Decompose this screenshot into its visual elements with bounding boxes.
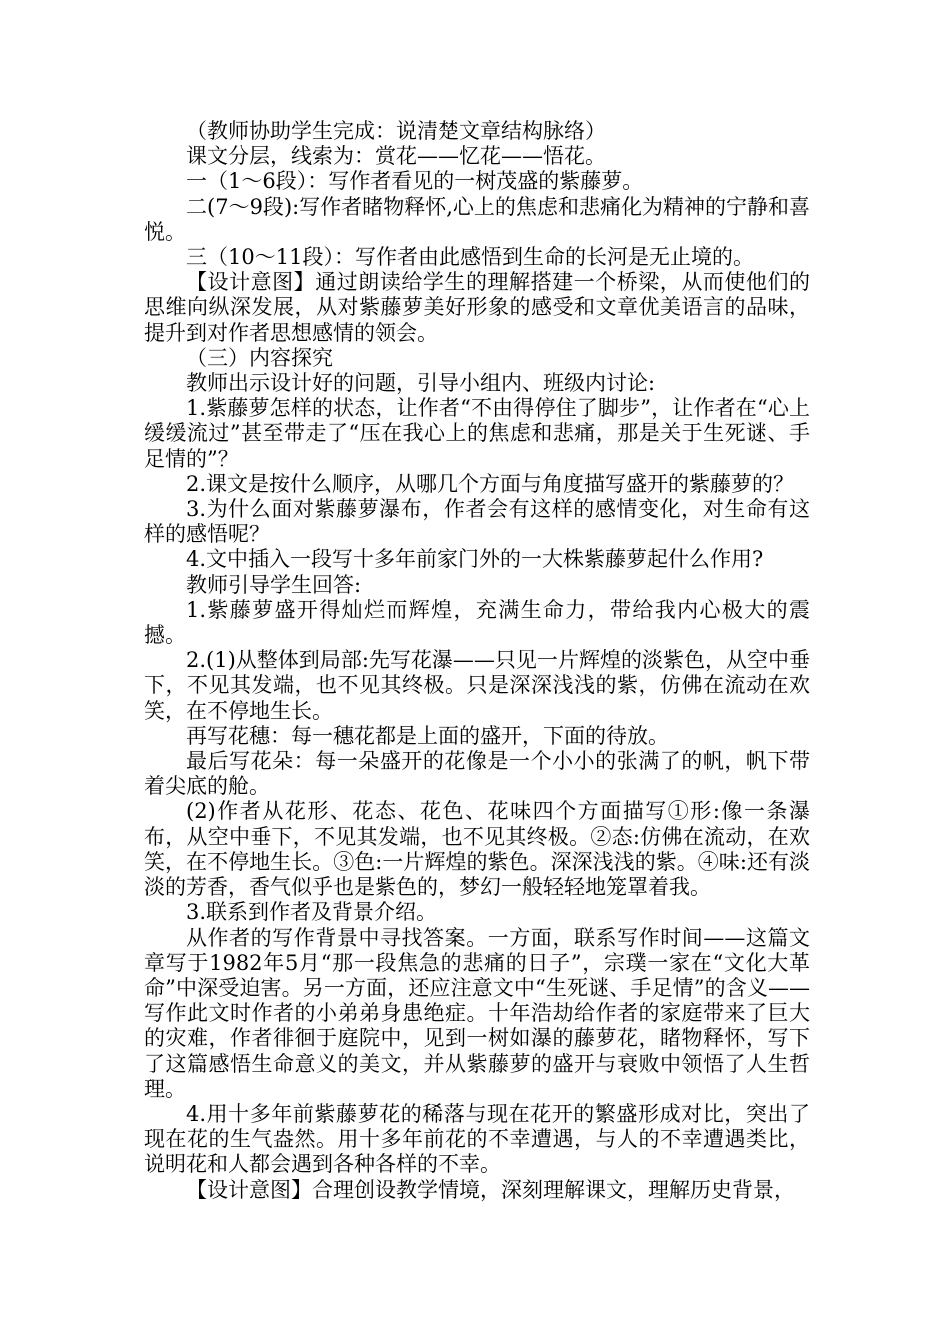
answer-1: 1.紫藤萝盛开得灿烂而辉煌，充满生命力，带给我内心极大的震撼。	[144, 597, 810, 648]
paragraph: 最后写花朵：每一朵盛开的花像是一个小小的张满了的帆，帆下带着尖底的舱。	[144, 749, 810, 799]
answer-4: 4.用十多年前紫藤萝花的稀落与现在花开的繁盛形成对比，突出了现在花的生气盎然。用十多年前花的不幸遭遇，与人的不幸遭遇类比，说明花和人都会遇到各种各样的不幸。	[144, 1101, 810, 1177]
document-page	[144, 119, 810, 1203]
question-1: 1.紫藤萝怎样的状态，让作者“不由得停住了脚步”，让作者在“心上缓缓流过”甚至带走了“压在我心上的焦虑和悲痛，那是关于生死谜、手足情的”？	[144, 396, 810, 471]
question-2: 2.课文是按什么顺序，从哪几个方面与角度描写盛开的紫藤萝的？	[186, 471, 795, 496]
answer-3: 3.联系到作者及背景介绍。	[186, 900, 438, 925]
question-3: 3.为什么面对紫藤萝瀑布，作者会有这样的感情变化，对生命有这样的感悟呢？	[144, 497, 810, 547]
paragraph: 教师引导学生回答:	[186, 572, 362, 597]
paragraph: 从作者的写作背景中寻找答案。一方面，联系写作时间——这篇文章写于1982年5月“那一段焦急的悲痛的日子”，宗璞一家在“文化大革命”中深受迫害。另一方面，还应注意文中“生死谜、手足情”的含义——写作此文时作者的小弟弟身患绝症。十年浩劫给作者的家庭带来了巨大的灾难，作者徘徊于庭院中，见到一树如瀑的藤萝花，睹物释怀，写下了这篇感悟生命意义的美文，并从紫藤萝的盛开与衰败中领悟了人生哲理。	[144, 925, 810, 1101]
answer-2-1: 2.(1)从整体到局部:先写花瀑——只见一片辉煌的淡紫色，从空中垂下，不见其发端，也不见其终极。只是深深浅浅的紫，仿佛在流动在欢笑，在不停地生长。	[144, 648, 810, 723]
paragraph: 教师出示设计好的问题，引导小组内、班级内讨论:	[186, 371, 656, 396]
design-intent-paragraph: 【设计意图】通过朗读给学生的理解搭建一个桥梁，从而使他们的思维向纵深发展，从对紫藤萝美好形象的感受和文章优美语言的品味，提升到对作者思想感情的领会。	[144, 270, 810, 345]
paragraph: 二(7～9段):写作者睹物释怀,心上的焦虑和悲痛化为精神的宁静和喜悦。	[144, 194, 810, 244]
paragraph: 三（10～11段）：写作者由此感悟到生命的长河是无止境的。	[186, 245, 754, 270]
section-heading: （三）内容探究	[186, 345, 333, 370]
question-4: 4.文中插入一段写十多年前家门外的一大株紫藤萝起什么作用?	[186, 547, 764, 572]
answer-2-2: (2)作者从花形、花态、花色、花味四个方面描写①形:像一条瀑布，从空中垂下，不见其发端，也不见其终极。②态:仿佛在流动，在欢笑，在不停地生长。③色:一片辉煌的紫色。深深浅浅的紫。④味:还有淡淡的芳香，香气似乎也是紫色的，梦幻一般轻轻地笼罩着我。	[144, 799, 810, 900]
paragraph: 一（1～6段）：写作者看见的一树茂盛的紫藤萝。	[186, 169, 644, 194]
paragraph: 再写花穗：每一穗花都是上面的盛开，下面的待放。	[186, 723, 669, 748]
paragraph: （教师协助学生完成：说清楚文章结构脉络）	[186, 119, 606, 143]
design-intent-paragraph: 【设计意图】合理创设教学情境，深刻理解课文，理解历史背景，	[186, 1177, 795, 1202]
paragraph: 课文分层，线索为：赏花——忆花——悟花。	[186, 144, 606, 169]
